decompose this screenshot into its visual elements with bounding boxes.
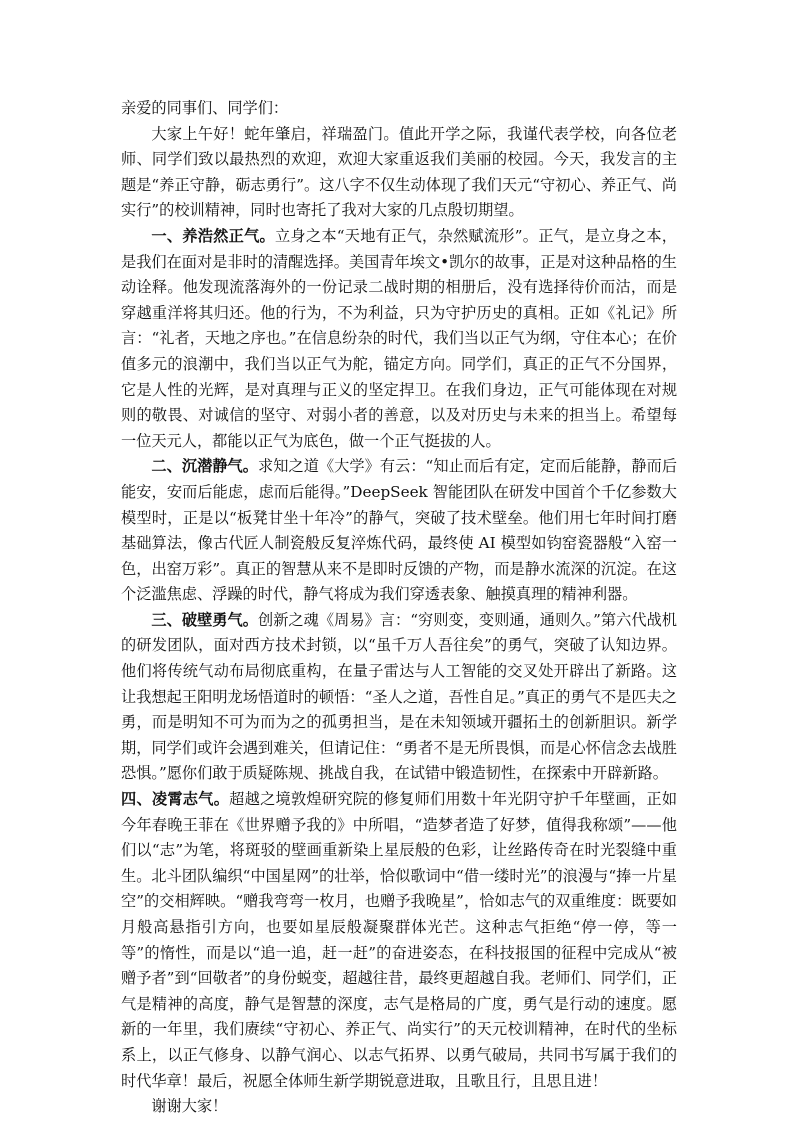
speech-document <box>121 96 677 1120</box>
closing-line: 谢谢大家！ <box>151 1097 228 1116</box>
section-heading-1: 一、养浩然正气。 <box>151 226 275 245</box>
section-body-2: 求知之道《大学》有云：“知止而后有定，定而后能静，静而后能安，安而后能虑，虑而后能得。”DeepSeek 智能团队在研发中国首个千亿参数大模型时，正是以“板凳甘坐十年冷”的静气，突破了技术壁垒。他们用七年时间打磨基础算法，像古代匠人制瓷般反复淬炼代码，最终使 AI 模型如钧窑瓷器般“入窑一色，出窑万彩”。真正的智慧从来不是即时反馈的产物，而是静水流深的沉淀。在这个泛滥焦虑、浮躁的时代，静气将成为我们穿透表象、触摸真理的精神利器。 <box>121 457 678 604</box>
section-body-4: 超越之境敦煌研究院的修复师们用数十年光阴守护千年壁画，正如今年春晚王菲在《世界赠予我的》中所唱，“造梦者造了好梦，值得我称颂”——他们以“志”为笔，将斑驳的壁画重新染上星辰般的色彩，让丝路传奇在时光裂缝中重生。北斗团队编织“中国星网”的壮举，恰似歌词中“借一缕时光”的浪漫与“捧一片星空”的交相辉映。“赠我弯弯一枚月，也赠予我晚星”，恰如志气的双重维度：既要如月般高悬指引方向，也要如星辰般凝聚群体光芒。这种志气拒绝“停一停，等一等”的惰性，而是以“追一追，赶一赶”的奋进姿态，在科技报国的征程中完成从“被赠予者”到“回敬者”的身份蜕变，超越往昔，最终更超越自我。老师们、同学们，正气是精神的高度，静气是智慧的深度，志气是格局的广度，勇气是行动的速度。愿新的一年里，我们赓续“守初心、养正气、尚实行”的天元校训精神，在时代的坐标系上，以正气修身、以静气润心、以志气拓界、以勇气破局，共同书写属于我们的时代华章！最后，祝愿全体师生新学期锐意进取，且歌且行，且思且进！ <box>121 790 678 1090</box>
section-paragraph-2 <box>121 454 677 608</box>
section-paragraph-4 <box>121 787 677 1094</box>
salutation: 亲爱的同事们、同学们： <box>121 99 289 117</box>
intro-paragraph: 大家上午好！蛇年肇启，祥瑞盈门。值此开学之际，我谨代表学校，向各位老师、同学们致以最热烈的欢迎，欢迎大家重返我们美丽的校园。今天，我发言的主题是“养正守静，砺志勇行”。这八字不仅生动体现了我们天元“守初心、养正气、尚实行”的校训精神，同时也寄托了我对大家的几点殷切期望。 <box>121 124 677 220</box>
section-heading-2: 二、沉潜静气。 <box>151 457 259 476</box>
section-heading-3: 三、破壁勇气。 <box>151 610 258 629</box>
section-paragraph-1 <box>121 224 677 454</box>
section-paragraph-3 <box>121 608 677 787</box>
section-heading-4: 四、凌霄志气。 <box>121 790 230 809</box>
section-body-3: 创新之魂《周易》言：“穷则变，变则通，通则久。”第六代战机的研发团队，面对西方技术封锁，以“虽千万人吾往矣”的勇气，突破了认知边界。他们将传统气动布局彻底重构，在量子雷达与人工智能的交叉处开辟出了新路。这让我想起王阳明龙场悟道时的顿悟：“圣人之道，吾性自足。”真正的勇气不是匹夫之勇，而是明知不可为而为之的孤勇担当，是在未知领域开疆拓土的创新胆识。新学期，同学们或许会遇到难关，但请记住：“勇者不是无所畏惧，而是心怀信念去战胜恐惧。”愿你们敢于质疑陈规、挑战自我，在试错中锻造韧性，在探索中开辟新路。 <box>121 610 677 783</box>
section-body-1: 立身之本“天地有正气，杂然赋流形”。正气，是立身之本，是我们在面对是非时的清醒选择。美国青年埃文•凯尔的故事，正是对这种品格的生动诠释。他发现流落海外的一份记录二战时期的相册后，没有选择待价而沽，而是穿越重洋将其归还。他的行为，不为利益，只为守护历史的真相。正如《礼记》所言：“礼者，天地之序也。”在信息纷杂的时代，我们当以正气为纲，守住本心；在价值多元的浪潮中，我们当以正气为舵，锚定方向。同学们，真正的正气不分国界，它是人性的光辉，是对真理与正义的坚定捍卫。在我们身边，正气可能体现在对规则的敬畏、对诚信的坚守、对弱小者的善意，以及对历史与未来的担当上。希望每一位天元人，都能以正气为底色，做一个正气挺拔的人。 <box>121 226 677 450</box>
